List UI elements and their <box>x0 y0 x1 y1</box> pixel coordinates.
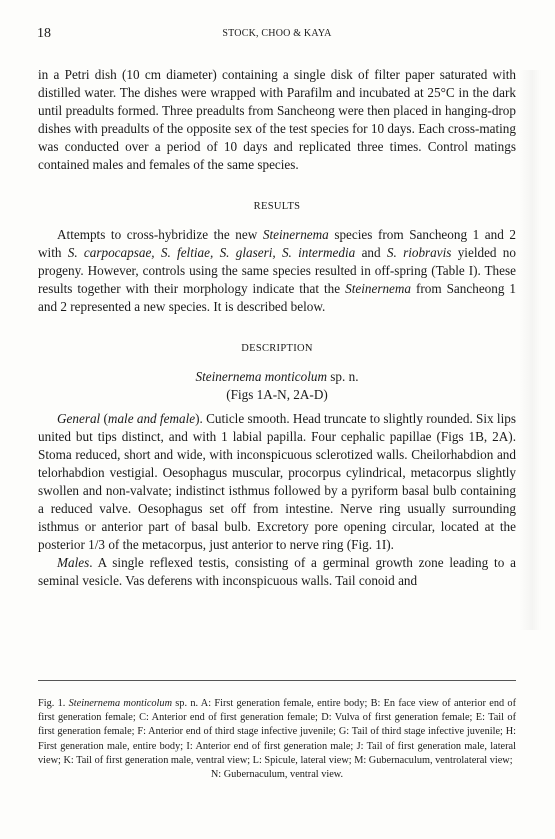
results-text-1: Attempts to cross-hybridize the new <box>57 227 263 242</box>
description-heading: DESCRIPTION <box>241 343 313 354</box>
caption-species: Steinernema monticolum <box>68 698 173 709</box>
species-title-name: Steinernema monticolum <box>195 369 327 384</box>
males-description-paragraph <box>38 554 516 590</box>
species-title-suffix: sp. n. <box>326 369 359 384</box>
caption-prefix: Fig. 1. <box>38 698 69 709</box>
general-text: . Cuticle smooth. Head truncate to slightly rounded. Six lips united but tips distinct, and with 1 labial papilla. Four cephalic papillae (Figs 1B, 2A). Stoma reduced, short and wide, with inconspicuous sclerotized walls. Cheilorhabdion and telorhabdion vestigial. Oesophagus muscular, procorpus cylindrical, metacorpus slightly swollen and non-valvate; indistinct isthmus followed by a pyriform basal bulb containing a reduced valve. Oesophagus set off from intestine. Nerve ring usually surrounding isthmus or anterior part of basal bulb. Excretory pore opening circular, located at the posterior 1/3 of the metacorpus, just anterior to nerve ring (Fig. 1I). <box>38 411 516 552</box>
genus-name: Steinernema <box>262 227 329 242</box>
caption-last-line: N: Gubernaculum, ventral view. <box>210 769 344 781</box>
results-heading: RESULTS <box>253 201 301 212</box>
results-paragraph <box>38 226 516 316</box>
article-body <box>38 66 516 590</box>
results-text-2: species from Sancheong 1 and 2 with <box>38 227 516 260</box>
results-text-5: from Sancheong 1 and 2 represented a new species. It is described below. <box>38 281 517 314</box>
running-head-authors: STOCK, CHOO & KAYA <box>222 28 332 39</box>
caption-body: sp. n. A: First generation female, entire body; B: En face view of anterior end of first generation female; C: Anterior end of first generation female; D: Vulva of first generation female; E: Tail of first generation female; F: Anterior end of third stage infective juvenile; G: Tail of third stage infective juvenile; H: First generation male, entire body; I: Anterior end of first generation male; J: Tail of first generation male, lateral view; K: Tail of first generation male, ventral view; L: Spicule, lateral view; M: Gubernaculum, ventrolateral view; <box>38 698 516 766</box>
males-label: Males <box>57 555 90 570</box>
figure-caption <box>38 697 516 782</box>
general-sexes: male and female <box>107 411 196 426</box>
species-list: S. carpocapsae, S. feltiae, S. glaseri, S. intermedia <box>67 245 356 260</box>
general-label: General <box>57 411 101 426</box>
running-head <box>37 26 517 44</box>
males-text: . A single reflexed testis, consisting of a germinal growth zone leading to a seminal vesicle. Vas deferens with inconspicuous walls. Tail conoid and <box>38 555 516 588</box>
page-number: 18 <box>37 26 51 41</box>
show-through-shadow <box>519 70 541 630</box>
species-title <box>38 368 516 386</box>
species-name-riobravis: S. riobravis <box>386 245 452 260</box>
genus-name-2: Steinernema <box>345 281 412 296</box>
methods-paragraph-continuation: in a Petri dish (10 cm diameter) containing a single disk of filter paper saturated with distilled water. The dishes were wrapped with Parafilm and incubated at 25°C in the dark until preadults formed. Three preadults from Sancheong were then placed in hanging-drop dishes with preadults of the opposite sex of the test species for 10 days. Each cross-mating was conducted over a period of 10 days and replicated three times. Control matings contained males and females of the same species. <box>38 67 516 172</box>
results-text-3: and <box>355 245 387 260</box>
general-description-paragraph: General (male and female). Cuticle smooth. Head truncate to slightly rounded. Six lips united but tips distinct, and with 1 labial papilla. Four cephalic papillae (Figs 1B, 2A). Stoma reduced, short and wide, with inconspicuous sclerotized walls. Cheilorhabdion and telorhabdion vestigial. Oesophagus muscular, procorpus cylindrical, metacorpus slightly swollen and non-valvate; indistinct isthmus followed by a pyriform basal bulb containing a reduced valve. Oesophagus set off from intestine. Nerve ring usually surrounding isthmus or anterior part of basal bulb. Excretory pore opening circular, located at the posterior 1/3 of the metacorpus, just anterior to nerve ring (Fig. 1I). <box>38 411 516 552</box>
results-text-4: yielded no progeny. However, controls using the same species resulted in off-spring (Table I). These results together with their morphology indicate that the <box>38 245 516 296</box>
caption-divider <box>38 680 516 681</box>
figure-reference: (Figs 1A-N, 2A-D) <box>226 387 328 402</box>
